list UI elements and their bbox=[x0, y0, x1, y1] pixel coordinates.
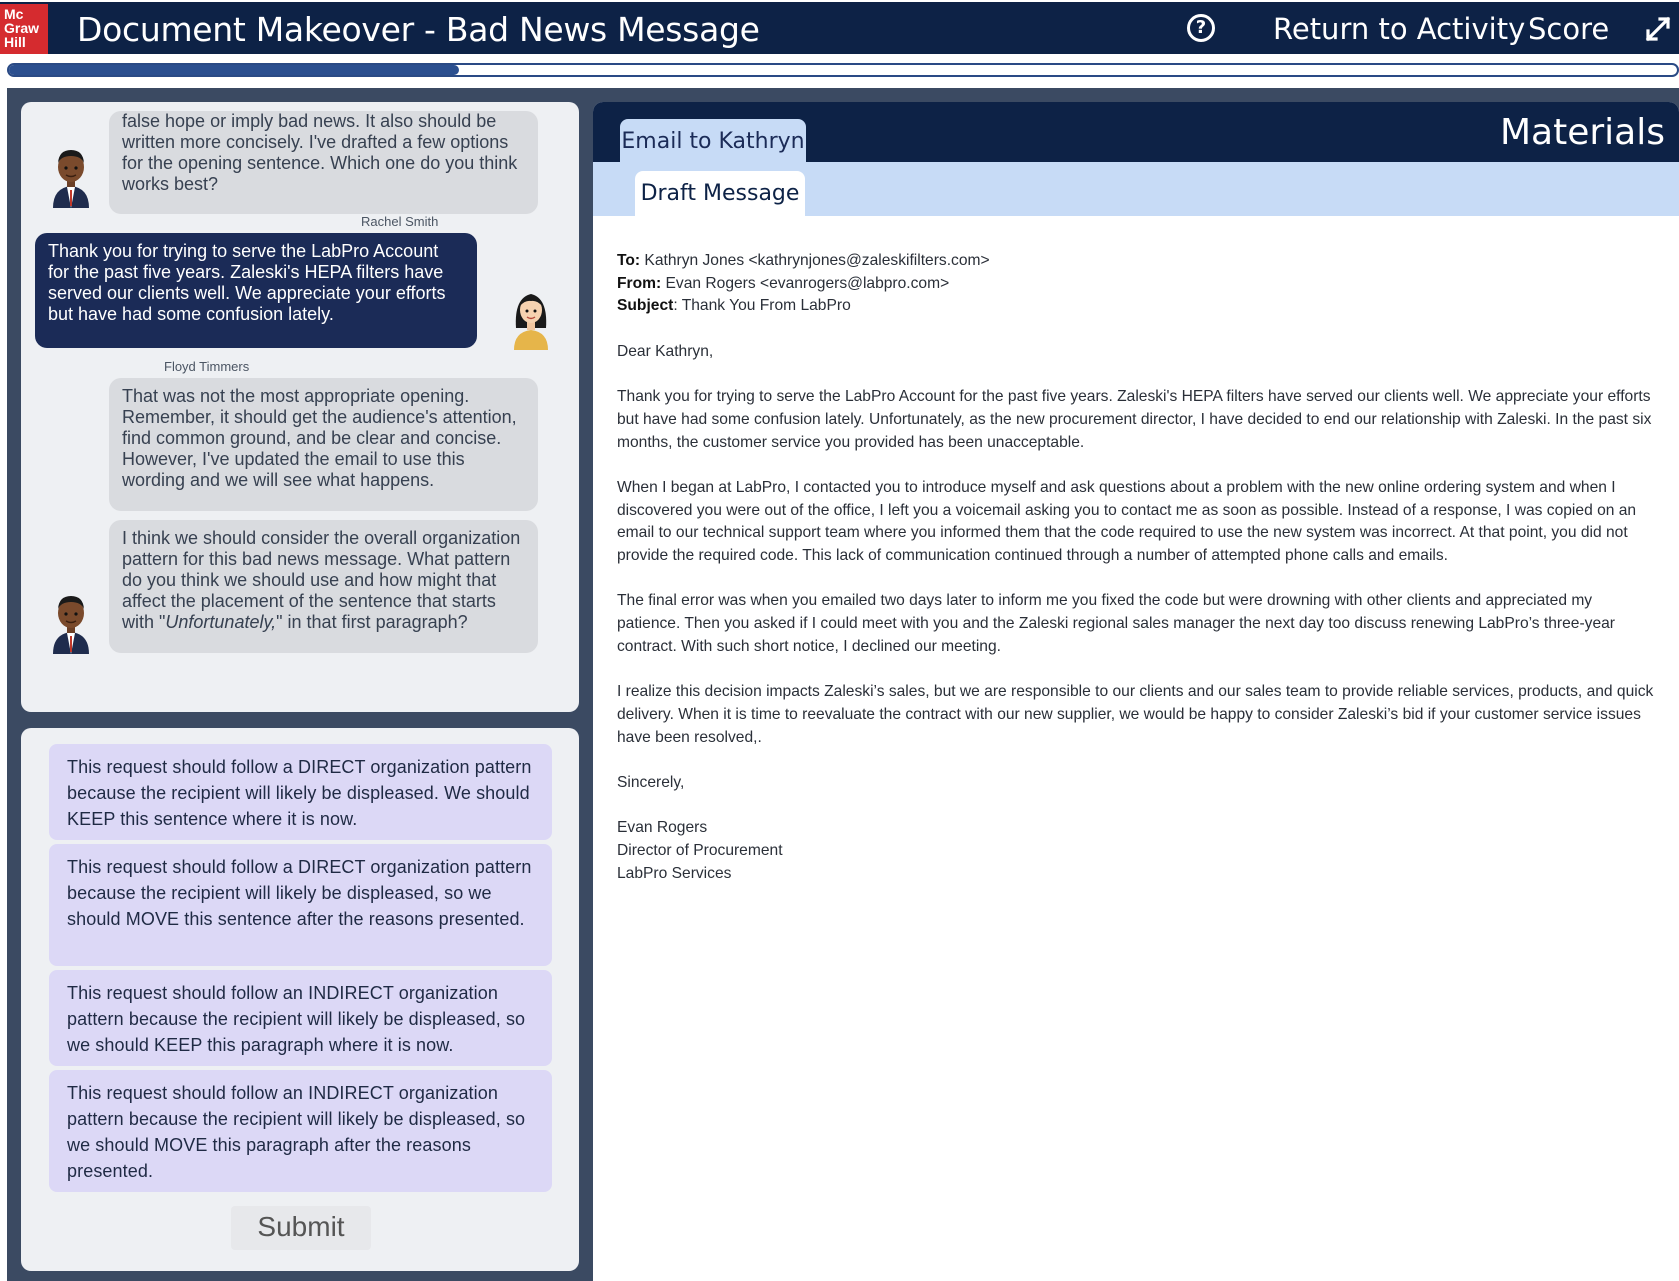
email-paragraph: I realize this decision impacts Zaleski’s sales, but we are responsible to our clients and our sales team to provide reliable services, products, and quick delivery. When it is time to reevaluate the contract with our new supplier, we would be happy to consider Zaleski’s bid if your customer service issues have been resolved,. bbox=[617, 683, 1654, 746]
email-header: To: Kathryn Jones <kathrynjones@zaleskifilters.com> From: Evan Rogers <evanrogers@labpro.com> Subject: Thank You From LabPro bbox=[617, 252, 990, 315]
mcgraw-hill-logo: Mc Graw Hill bbox=[0, 4, 48, 54]
avatar-rachel bbox=[511, 288, 551, 350]
chat-message: Thank you for trying to serve the LabPro Account for the past five years. Zaleski's HEPA filters have served our clients well. We appreciate your efforts but have had some confusion lately. bbox=[35, 233, 477, 348]
help-icon[interactable]: ? bbox=[1187, 14, 1215, 42]
email-paragraph: The final error was when you emailed two days later to inform me you fixed the code but were drowning with other clients and appreciated my patience. Then you asked if I could meet with you and the Zaleski regional sales manager the next day too discuss renewing LabPro’s three-year contract. With such short notice, I declined our meeting. bbox=[617, 592, 1615, 655]
avatar-floyd bbox=[51, 592, 91, 654]
main-area bbox=[7, 88, 1679, 1281]
materials-title: Materials bbox=[1499, 112, 1665, 153]
answer-option[interactable]: This request should follow a DIRECT organization pattern because the recipient will likely be displeased, so we should MOVE this sentence after the reasons presented. bbox=[49, 844, 552, 966]
score-link[interactable]: Score bbox=[1528, 12, 1610, 46]
return-to-activity-link[interactable]: Return to Activity bbox=[1273, 12, 1526, 46]
answer-options-panel bbox=[21, 728, 579, 1271]
avatar-floyd bbox=[51, 146, 91, 208]
progress-bar bbox=[7, 63, 1679, 77]
speaker-label: Floyd Timmers bbox=[164, 359, 250, 374]
tab-email-to-kathryn[interactable]: Email to Kathryn bbox=[620, 119, 806, 164]
answer-option[interactable]: This request should follow a DIRECT organization pattern because the recipient will likely be displeased. We should KEEP this sentence where it is now. bbox=[49, 744, 552, 840]
progress-fill bbox=[9, 65, 459, 75]
subtab-bar bbox=[593, 162, 1679, 216]
email-signature: Evan Rogers Director of Procurement LabPro Services bbox=[617, 819, 783, 882]
email-document bbox=[617, 250, 1657, 886]
chat-message: false hope or imply bad news. It also should be written more concisely. I've drafted a few options for the opening sentence. Which one do you think works best? bbox=[109, 111, 538, 214]
expand-icon[interactable] bbox=[1645, 16, 1671, 42]
email-greeting: Dear Kathryn, bbox=[617, 342, 714, 360]
speaker-label: Rachel Smith bbox=[361, 214, 439, 229]
top-bar bbox=[0, 0, 1679, 54]
email-closing: Sincerely, bbox=[617, 774, 685, 792]
chat-panel[interactable] bbox=[21, 102, 579, 712]
submit-button[interactable]: Submit bbox=[231, 1206, 371, 1250]
app-title: Document Makeover - Bad News Message bbox=[77, 10, 760, 49]
materials-panel bbox=[593, 102, 1679, 1281]
answer-option[interactable]: This request should follow an INDIRECT organization pattern because the recipient will likely be displeased, so we should MOVE this paragraph after the reasons presented. bbox=[49, 1070, 552, 1192]
chat-message: I think we should consider the overall organization pattern for this bad news message. What pattern do you think we should use and how might that affect the placement of the sentence that starts with "Unfortunately," in that first paragraph? bbox=[109, 520, 538, 653]
email-paragraph: Thank you for trying to serve the LabPro Account for the past five years. Zaleski's HEPA filters have served our clients well. We appreciate your efforts but have had some confusion lately. Unfortunately, as the new procurement director, I have decided to end our relationship with Zaleski. In the past six months, the customer service you provided has been unacceptable. bbox=[617, 388, 1652, 451]
answer-option[interactable]: This request should follow an INDIRECT organization pattern because the recipient will likely be displeased, so we should KEEP this paragraph where it is now. bbox=[49, 970, 552, 1066]
email-paragraph: When I began at LabPro, I contacted you to introduce myself and ask questions about a problem with the new online ordering system and when I discovered you were out of the office, I left you a voicemail asking you to contact me as soon as possible. Instead of a response, I was copied on an email to our technical support team where you informed them that the code required to use the new system was incorrect. At that point, you did not provide the required code. This lack of communication continued through a number of attempted phone calls and emails. bbox=[617, 478, 1637, 565]
chat-message: That was not the most appropriate opening. Remember, it should get the audience's attention, find common ground, and be clear and concise. However, I've updated the email to use this wording and we will see what happens. bbox=[109, 378, 538, 511]
tab-draft-message[interactable]: Draft Message bbox=[635, 171, 805, 216]
